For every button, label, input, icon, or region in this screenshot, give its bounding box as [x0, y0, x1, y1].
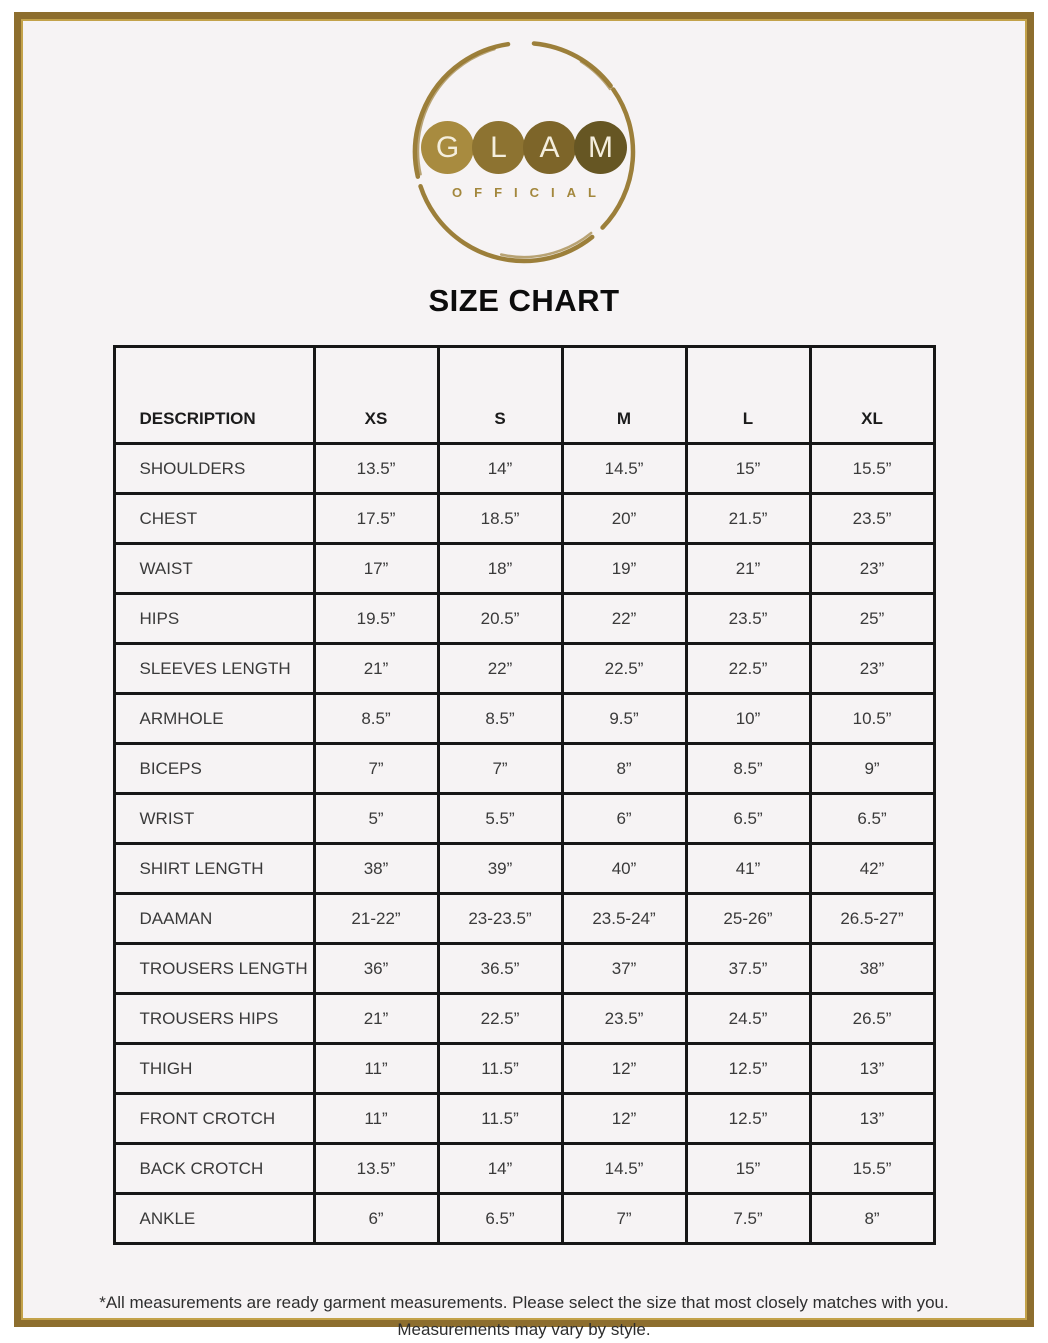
- table-row: [114, 644, 934, 694]
- measurement-cell: 12.5”: [686, 1044, 810, 1094]
- measurement-cell: 13.5”: [314, 1144, 438, 1194]
- table-row: [114, 594, 934, 644]
- measurement-cell: 8.5”: [686, 744, 810, 794]
- measurement-cell: 22”: [562, 594, 686, 644]
- measurement-cell: 8”: [562, 744, 686, 794]
- measurement-cell: 42”: [810, 844, 934, 894]
- row-label: SHIRT LENGTH: [114, 844, 314, 894]
- table-row: [114, 494, 934, 544]
- measurement-cell: 11.5”: [438, 1044, 562, 1094]
- measurement-cell: 9.5”: [562, 694, 686, 744]
- measurement-cell: 14.5”: [562, 444, 686, 494]
- column-header: DESCRIPTION: [114, 347, 314, 444]
- measurement-cell: 23-23.5”: [438, 894, 562, 944]
- size-chart-page: [14, 12, 1034, 1340]
- measurement-cell: 15.5”: [810, 444, 934, 494]
- measurement-cell: 22.5”: [438, 994, 562, 1044]
- measurement-cell: 6”: [314, 1194, 438, 1244]
- measurement-cell: 21-22”: [314, 894, 438, 944]
- measurement-cell: 7”: [314, 744, 438, 794]
- measurement-cell: 7”: [438, 744, 562, 794]
- measurement-cell: 21”: [314, 644, 438, 694]
- table-row: [114, 994, 934, 1044]
- measurement-cell: 22”: [438, 644, 562, 694]
- measurement-cell: 25-26”: [686, 894, 810, 944]
- measurement-cell: 23”: [810, 544, 934, 594]
- measurement-cell: 6.5”: [686, 794, 810, 844]
- measurement-cell: 14”: [438, 1144, 562, 1194]
- measurement-cell: 5.5”: [438, 794, 562, 844]
- row-label: BICEPS: [114, 744, 314, 794]
- table-row: [114, 444, 934, 494]
- row-label: FRONT CROTCH: [114, 1094, 314, 1144]
- measurement-cell: 24.5”: [686, 994, 810, 1044]
- table-row: [114, 1044, 934, 1094]
- row-label: THIGH: [114, 1044, 314, 1094]
- measurement-cell: 19”: [562, 544, 686, 594]
- measurement-cell: 12.5”: [686, 1094, 810, 1144]
- size-chart-table: [113, 345, 936, 1245]
- measurement-cell: 7”: [562, 1194, 686, 1244]
- measurement-cell: 6.5”: [810, 794, 934, 844]
- measurement-cell: 14”: [438, 444, 562, 494]
- table-header-row: [114, 347, 934, 444]
- measurement-cell: 20.5”: [438, 594, 562, 644]
- measurement-cell: 8.5”: [314, 694, 438, 744]
- table-body: [114, 444, 934, 1244]
- table-row: [114, 1194, 934, 1244]
- column-header: XL: [810, 347, 934, 444]
- logo-letter-circle: G: [421, 121, 474, 174]
- measurement-cell: 12”: [562, 1044, 686, 1094]
- footnote-line-2: Measurements may vary by style.: [397, 1320, 651, 1340]
- brand-logo: [407, 39, 641, 269]
- measurement-cell: 11.5”: [438, 1094, 562, 1144]
- table-row: [114, 544, 934, 594]
- measurement-cell: 21”: [314, 994, 438, 1044]
- measurement-cell: 17.5”: [314, 494, 438, 544]
- table-row: [114, 844, 934, 894]
- measurement-cell: 10.5”: [810, 694, 934, 744]
- measurement-cell: 17”: [314, 544, 438, 594]
- row-label: DAAMAN: [114, 894, 314, 944]
- measurement-cell: 23.5”: [810, 494, 934, 544]
- page-title: SIZE CHART: [428, 283, 620, 318]
- row-label: ANKLE: [114, 1194, 314, 1244]
- footnote-line-1: *All measurements are ready garment measurements. Please select the size that most closely matches with you.: [99, 1293, 949, 1312]
- measurement-cell: 6”: [562, 794, 686, 844]
- logo-letter-circle: A: [523, 121, 576, 174]
- measurement-cell: 19.5”: [314, 594, 438, 644]
- row-label: ARMHOLE: [114, 694, 314, 744]
- measurement-cell: 23”: [810, 644, 934, 694]
- measurement-cell: 12”: [562, 1094, 686, 1144]
- measurement-cell: 14.5”: [562, 1144, 686, 1194]
- measurement-cell: 22.5”: [562, 644, 686, 694]
- row-label: TROUSERS HIPS: [114, 994, 314, 1044]
- column-header: M: [562, 347, 686, 444]
- row-label: HIPS: [114, 594, 314, 644]
- measurement-cell: 6.5”: [438, 1194, 562, 1244]
- measurement-cell: 5”: [314, 794, 438, 844]
- measurement-cell: 38”: [314, 844, 438, 894]
- row-label: TROUSERS LENGTH: [114, 944, 314, 994]
- row-label: SHOULDERS: [114, 444, 314, 494]
- measurement-cell: 13”: [810, 1094, 934, 1144]
- table-row: [114, 944, 934, 994]
- measurement-cell: 11”: [314, 1044, 438, 1094]
- measurement-cell: 8”: [810, 1194, 934, 1244]
- row-label: BACK CROTCH: [114, 1144, 314, 1194]
- table-row: [114, 1144, 934, 1194]
- measurement-cell: 15.5”: [810, 1144, 934, 1194]
- measurement-cell: 21”: [686, 544, 810, 594]
- footnote: [21, 1289, 1027, 1343]
- measurement-cell: 41”: [686, 844, 810, 894]
- logo-letter-circle: L: [472, 121, 525, 174]
- measurement-cell: 15”: [686, 1144, 810, 1194]
- measurement-cell: 37.5”: [686, 944, 810, 994]
- measurement-cell: 23.5”: [686, 594, 810, 644]
- measurement-cell: 8.5”: [438, 694, 562, 744]
- measurement-cell: 22.5”: [686, 644, 810, 694]
- column-header: S: [438, 347, 562, 444]
- table-row: [114, 694, 934, 744]
- table-row: [114, 894, 934, 944]
- measurement-cell: 23.5-24”: [562, 894, 686, 944]
- logo-letter-circle: M: [574, 121, 627, 174]
- measurement-cell: 20”: [562, 494, 686, 544]
- measurement-cell: 26.5”: [810, 994, 934, 1044]
- measurement-cell: 26.5-27”: [810, 894, 934, 944]
- row-label: CHEST: [114, 494, 314, 544]
- measurement-cell: 10”: [686, 694, 810, 744]
- table-row: [114, 794, 934, 844]
- measurement-cell: 23.5”: [562, 994, 686, 1044]
- column-header: XS: [314, 347, 438, 444]
- logo-letters: [407, 121, 641, 174]
- table-header: [114, 347, 934, 444]
- measurement-cell: 13”: [810, 1044, 934, 1094]
- row-label: WAIST: [114, 544, 314, 594]
- measurement-cell: 13.5”: [314, 444, 438, 494]
- row-label: WRIST: [114, 794, 314, 844]
- table-row: [114, 744, 934, 794]
- logo-subtitle: OFFICIAL: [452, 185, 608, 200]
- measurement-cell: 15”: [686, 444, 810, 494]
- measurement-cell: 36.5”: [438, 944, 562, 994]
- table-row: [114, 1094, 934, 1144]
- column-header: L: [686, 347, 810, 444]
- measurement-cell: 18”: [438, 544, 562, 594]
- measurement-cell: 37”: [562, 944, 686, 994]
- measurement-cell: 40”: [562, 844, 686, 894]
- measurement-cell: 36”: [314, 944, 438, 994]
- measurement-cell: 25”: [810, 594, 934, 644]
- measurement-cell: 11”: [314, 1094, 438, 1144]
- row-label: SLEEVES LENGTH: [114, 644, 314, 694]
- measurement-cell: 18.5”: [438, 494, 562, 544]
- measurement-cell: 7.5”: [686, 1194, 810, 1244]
- measurement-cell: 39”: [438, 844, 562, 894]
- measurement-cell: 9”: [810, 744, 934, 794]
- measurement-cell: 21.5”: [686, 494, 810, 544]
- measurement-cell: 38”: [810, 944, 934, 994]
